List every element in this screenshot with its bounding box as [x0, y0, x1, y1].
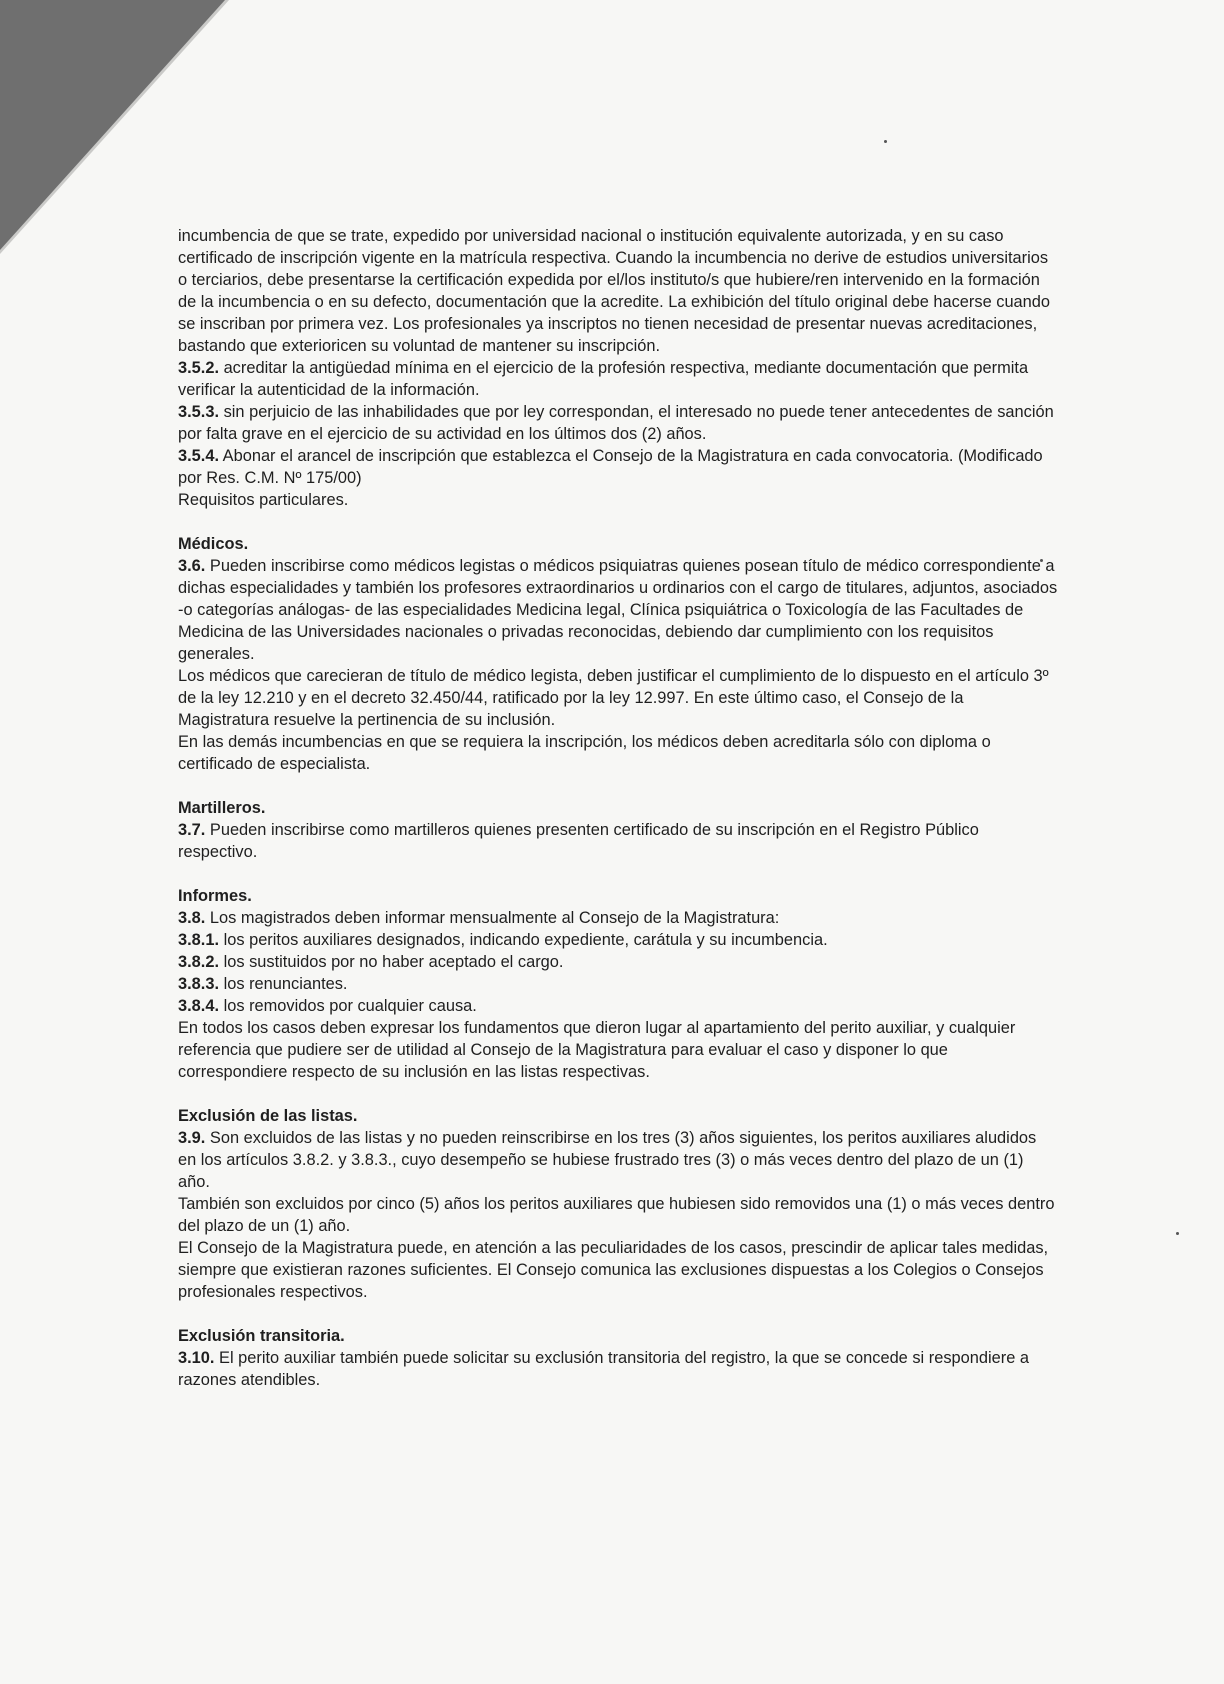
item-text: Son excluidos de las listas y no pueden reinscribirse en los tres (3) años siguientes, los peritos auxiliares aludidos en los artículos 3.8.2. y 3.8.3., cuyo desempeño se hubiese frustrado tres (3) o más veces dentro del plazo de un (1) año.: [178, 1129, 1037, 1191]
item-number: 3.6.: [178, 557, 206, 575]
section-heading-exclusion-listas: Exclusión de las listas.: [178, 1107, 358, 1125]
item-3-7: [178, 819, 1058, 863]
informes-closing: En todos los casos deben expresar los fundamentos que dieron lugar al apartamiento del perito auxiliar, y cualquier referencia que pudiere ser de utilidad al Consejo de la Magistratura para evaluar el caso y disponer lo que correspondiere respecto de su inclusión en las listas respectivas.: [178, 1019, 1016, 1081]
requisitos-particulares: Requisitos particulares.: [178, 491, 349, 509]
item-number: 3.5.3.: [178, 403, 220, 421]
item-3-9: [178, 1127, 1058, 1193]
item-text: acreditar la antigüedad mínima en el ejercicio de la profesión respectiva, mediante documentación que permita verificar la autenticidad de la información.: [178, 359, 1029, 399]
section-heading-informes: Informes.: [178, 887, 252, 905]
item-text: El perito auxiliar también puede solicitar su exclusión transitoria del registro, la que se concede si respondiere a razones atendibles.: [178, 1349, 1029, 1389]
item-3-8: [178, 907, 1058, 929]
item-text: Pueden inscribirse como martilleros quienes presenten certificado de su inscripción en el Registro Público respectivo.: [178, 821, 979, 861]
item-number: 3.5.4.: [178, 447, 220, 465]
item-text: Abonar el arancel de inscripción que establezca el Consejo de la Magistratura en cada convocatoria. (Modificado por Res. C.M. Nº 175/00): [178, 447, 1043, 487]
item-number: 3.9.: [178, 1129, 206, 1147]
item-number: 3.8.3.: [178, 975, 220, 993]
medicos-paragraph-2: Los médicos que carecieran de título de médico legista, deben justificar el cumplimiento de lo dispuesto en el artículo 3º de la ley 12.210 y en el decreto 32.450/44, ratificado por la ley 12.997. En este último caso, el Consejo de la Magistratura resuelve la pertinencia de su inclusión.: [178, 667, 1049, 729]
item-text: los removidos por cualquier causa.: [219, 997, 477, 1015]
exclusion-paragraph-3: El Consejo de la Magistratura puede, en atención a las peculiaridades de los casos, prescindir de aplicar tales medidas, siempre que existieran razones suficientes. El Consejo comunica las exclusiones dispuestas a los Colegios o Consejos profesionales respectivos.: [178, 1239, 1049, 1301]
item-3-5-4: [178, 445, 1058, 489]
section-heading-medicos: Médicos.: [178, 535, 249, 553]
item-number: 3.5.2.: [178, 359, 220, 377]
item-number: 3.7.: [178, 821, 206, 839]
scan-speck: [1176, 1232, 1179, 1235]
item-3-10: [178, 1347, 1058, 1391]
item-3-6: [178, 555, 1058, 665]
item-number: 3.10.: [178, 1349, 215, 1367]
item-3-8-4: [178, 995, 1058, 1017]
item-number: 3.8.4.: [178, 997, 220, 1015]
item-3-5-2: [178, 357, 1058, 401]
document-body: [178, 225, 1058, 1391]
item-text: sin perjuicio de las inhabilidades que por ley correspondan, el interesado no puede tener antecedentes de sanción por falta grave en el ejercicio de su actividad en los últimos dos (2) años.: [178, 403, 1054, 443]
item-number: 3.8.1.: [178, 931, 220, 949]
folded-corner: [0, 0, 225, 250]
item-text: los sustituidos por no haber aceptado el cargo.: [219, 953, 564, 971]
item-number: 3.8.: [178, 909, 206, 927]
item-3-8-3: [178, 973, 1058, 995]
medicos-paragraph-3: En las demás incumbencias en que se requiera la inscripción, los médicos deben acreditarla sólo con diploma o certificado de especialista.: [178, 733, 991, 773]
item-text: los renunciantes.: [219, 975, 348, 993]
item-number: 3.8.2.: [178, 953, 220, 971]
section-heading-martilleros: Martilleros.: [178, 799, 266, 817]
item-text: Pueden inscribirse como médicos legistas o médicos psiquiatras quienes posean título de médico correspondiente a dichas especialidades y también los profesores extraordinarios u ordinarios con el cargo de titulares, adjuntos, asociados -o categorías análogas- de las especialidades Medicina legal, Clínica psiquiátrica o Toxicología de las Facultades de Medicina de las Universidades nacionales o privadas reconocidas, debiendo dar cumplimiento con los requisitos generales.: [178, 557, 1058, 663]
item-3-8-1: [178, 929, 1058, 951]
scan-speck: [884, 140, 887, 143]
section-heading-exclusion-transitoria: Exclusión transitoria.: [178, 1327, 345, 1345]
item-text: los peritos auxiliares designados, indicando expediente, carátula y su incumbencia.: [219, 931, 828, 949]
item-text: Los magistrados deben informar mensualmente al Consejo de la Magistratura:: [205, 909, 780, 927]
intro-paragraph: incumbencia de que se trate, expedido por universidad nacional o institución equivalente autorizada, y en su caso certificado de inscripción vigente en la matrícula respectiva. Cuando la incumbencia no derive de estudios universitarios o terciarios, debe presentarse la certificación expedida por el/los instituto/s que hubiere/ren intervenido en la formación de la incumbencia o en su defecto, documentación que la acredite. La exhibición del título original debe hacerse cuando se inscriban por primera vez. Los profesionales ya inscriptos no tienen necesidad de presentar nuevas acreditaciones, bastando que exterioricen su voluntad de mantener su inscripción.: [178, 227, 1051, 355]
item-3-8-2: [178, 951, 1058, 973]
item-3-5-3: [178, 401, 1058, 445]
exclusion-paragraph-2: También son excluidos por cinco (5) años los peritos auxiliares que hubiesen sido removidos una (1) o más veces dentro del plazo de un (1) año.: [178, 1195, 1055, 1235]
